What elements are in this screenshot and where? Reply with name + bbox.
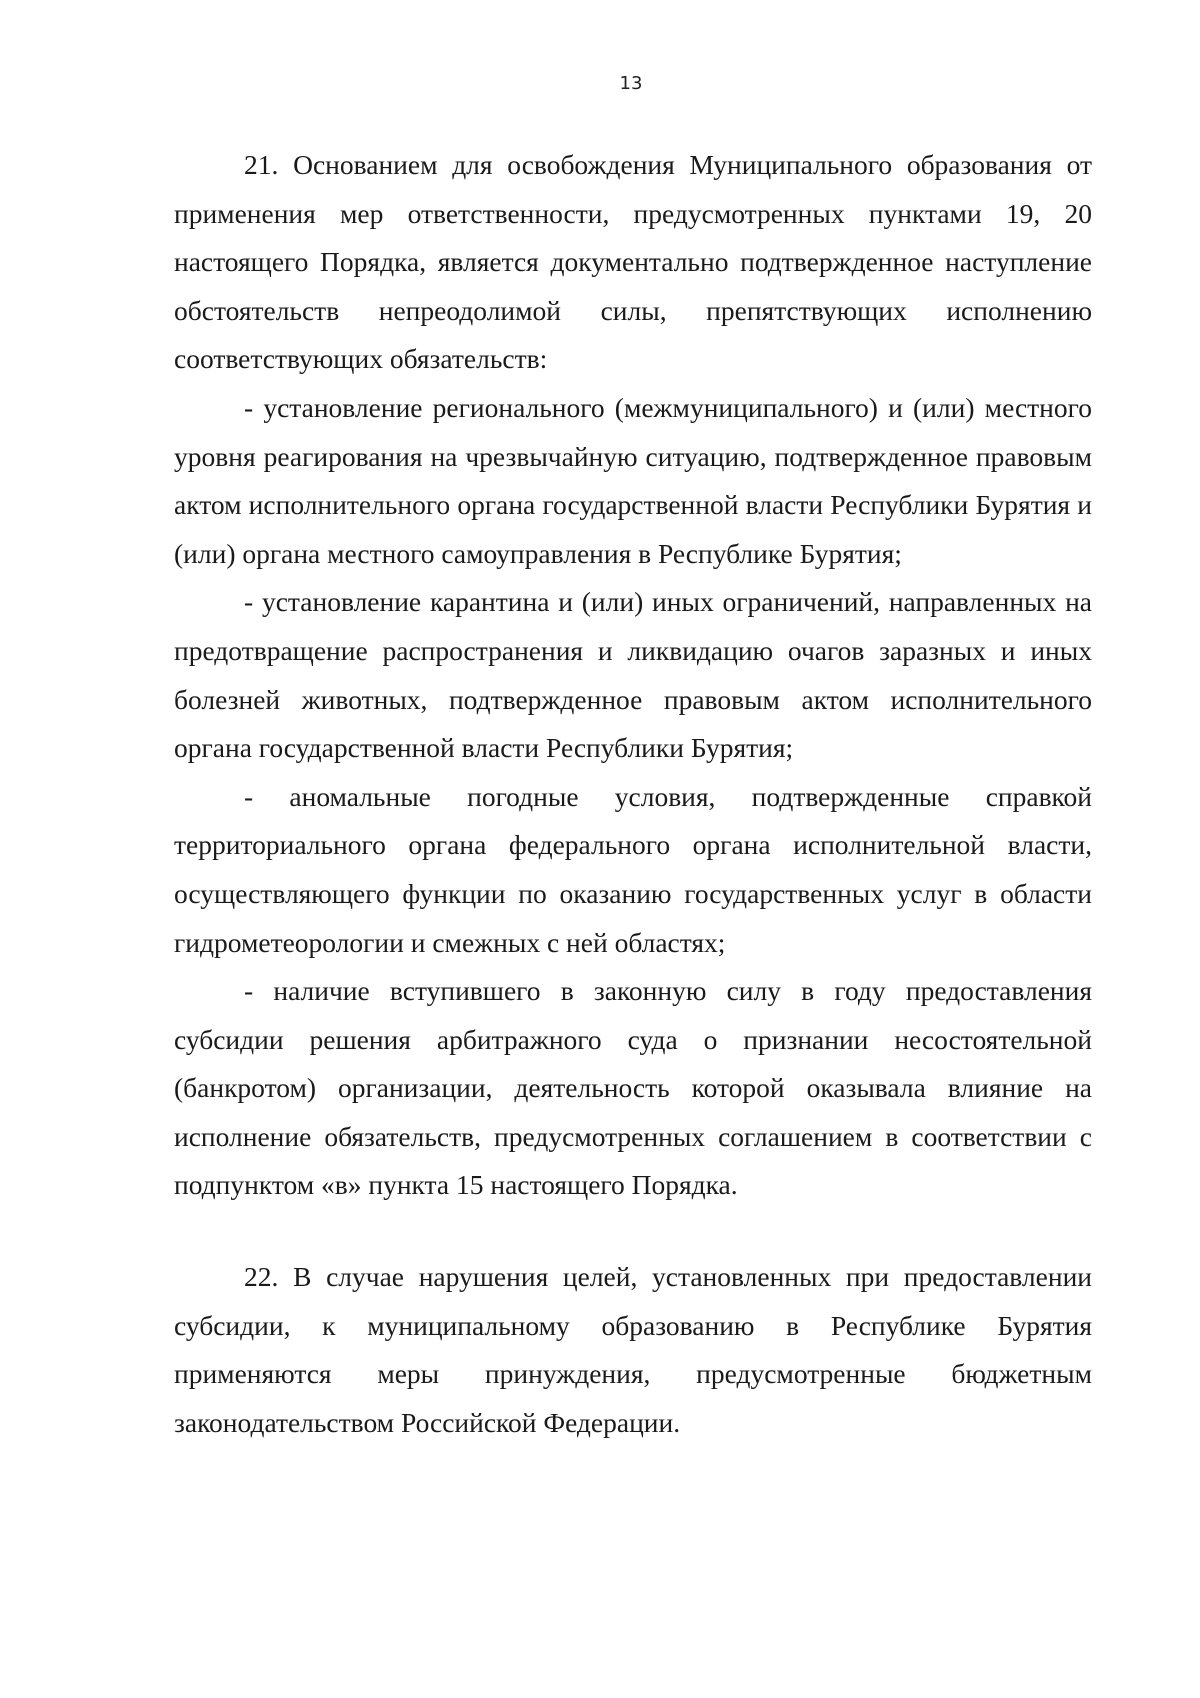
page-number: 13	[619, 73, 643, 94]
list-item-bankruptcy: - наличие вступившего в законную силу в году предоставления субсидии решения арбитражного суда о признании несостоятельной (банкротом) организации, деятельность которой оказывала влияние на исполнение обязательств, предусмотренных соглашением в соответствии с подпунктом «в» пункта 15 настоящего Порядка.	[174, 975, 1092, 1201]
list-item-weather-conditions: - аномальные погодные условия, подтвержденные справкой территориального органа федерального органа исполнительной власти, осуществляющего функции по оказанию государственных услуг в области гидрометеорологии и смежных с ней областях;	[174, 780, 1092, 958]
list-item-emergency-response: - установление регионального (межмуниципального) и (или) местного уровня реагирования на чрезвычайную ситуацию, подтвержденное правовым актом исполнительного органа государственной власти Республики Бурятия и (или) органа местного самоуправления в Республике Бурятия;	[174, 391, 1092, 569]
paragraph-21: 21. Основанием для освобождения Муниципального образования от применения мер ответственности, предусмотренных пунктами 19, 20 настоящего Порядка, является документально подтвержденное наступление обстоятельств непреодолимой силы, препятствующих исполнению соответствующих обязательств:	[174, 149, 1092, 375]
document-body	[174, 141, 1092, 1447]
list-item-quarantine: - установление карантина и (или) иных ограничений, направленных на предотвращение распространения и ликвидацию очагов заразных и иных болезней животных, подтвержденное правовым актом исполнительного органа государственной власти Республики Бурятия;	[174, 586, 1092, 764]
paragraph-22: 22. В случае нарушения целей, установленных при предоставлении субсидии, к муниципальному образованию в Республике Бурятия применяются меры принуждения, предусмотренные бюджетным законодательством Российской Федерации.	[174, 1261, 1092, 1438]
